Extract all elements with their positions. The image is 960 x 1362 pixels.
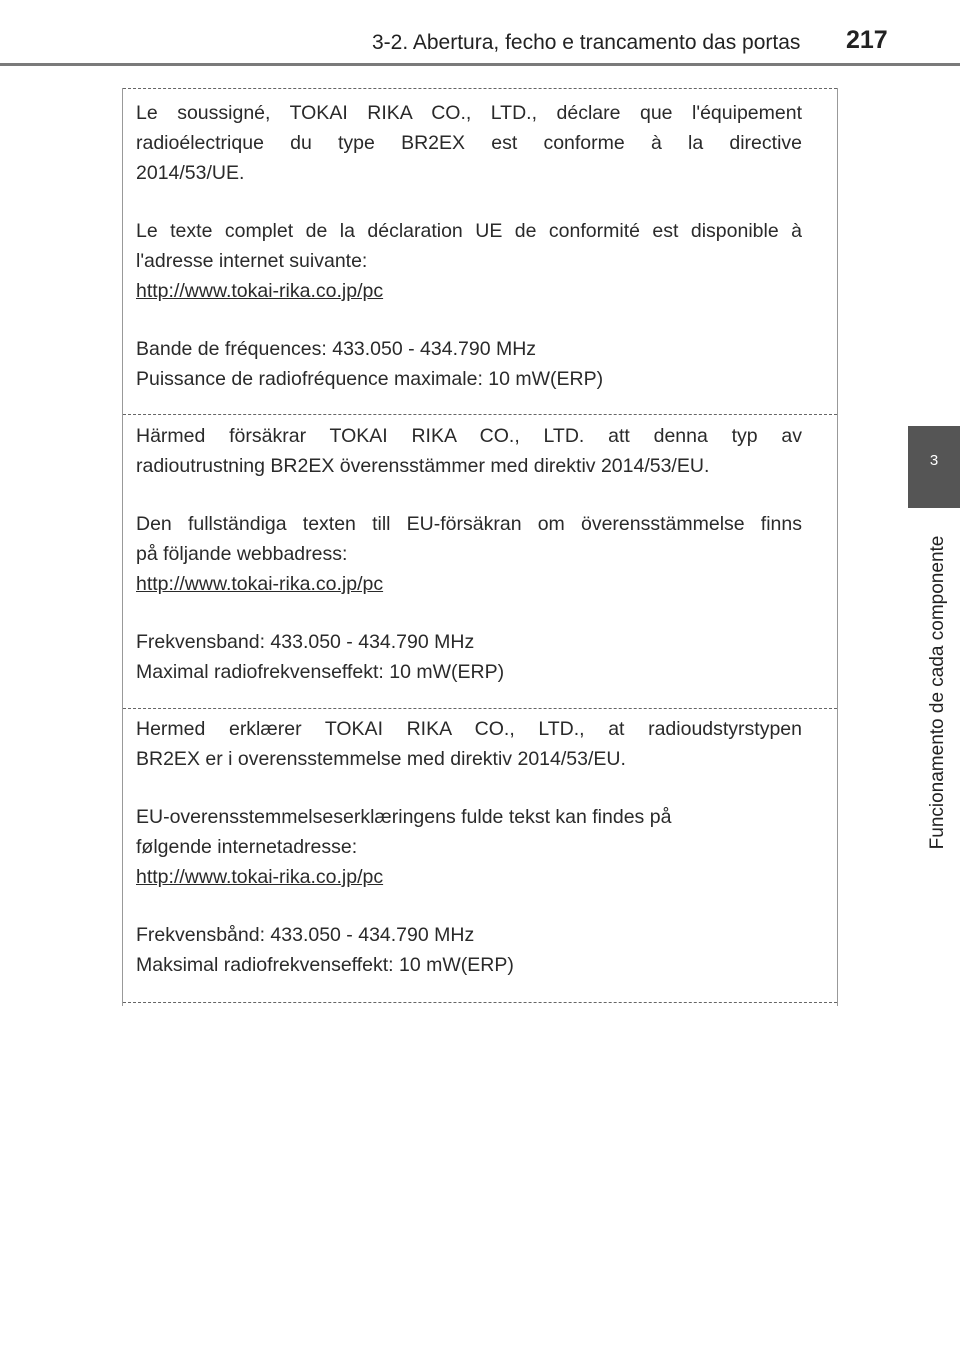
decl-line: Hermed erklærer TOKAI RIKA CO., LTD., at radioudstyrstypen xyxy=(136,718,802,740)
chapter-number: 3 xyxy=(929,452,939,469)
url-link[interactable]: http://www.tokai-rika.co.jp/pc xyxy=(136,280,384,302)
section-divider-2 xyxy=(123,708,837,709)
page-number: 217 xyxy=(846,26,888,54)
declaration-danish xyxy=(136,714,802,980)
chapter-tab xyxy=(908,426,960,508)
decl-line: på följande webbadress: xyxy=(136,543,348,565)
max-power: Puissance de radiofréquence maximale: 10 mW(ERP) xyxy=(136,368,604,390)
max-power: Maksimal radiofrekvenseffekt: 10 mW(ERP) xyxy=(136,954,514,976)
declaration-box xyxy=(122,88,838,1006)
chapter-label-text: Funcionamento de cada componente xyxy=(927,535,948,850)
decl-line: Le texte complet de la déclaration UE de conformité est disponible à xyxy=(136,220,802,242)
declaration-french xyxy=(136,98,802,394)
url-link[interactable]: http://www.tokai-rika.co.jp/pc xyxy=(136,573,384,595)
declaration-swedish xyxy=(136,421,802,687)
decl-line: BR2EX er i overensstemmelse med direktiv 2014/53/EU. xyxy=(136,748,626,770)
url-link[interactable]: http://www.tokai-rika.co.jp/pc xyxy=(136,866,384,888)
decl-line: følgende internetadresse: xyxy=(136,836,358,858)
section-divider-1 xyxy=(123,414,837,415)
decl-line: Den fullständiga texten till EU-försäkran om överensstämmelse finns xyxy=(136,513,802,535)
page-header xyxy=(0,0,960,66)
chapter-label xyxy=(919,520,949,865)
section-title: 3-2. Abertura, fecho e trancamento das portas xyxy=(372,31,801,54)
decl-line: EU-overensstemmelseserklæringens fulde tekst kan findes på xyxy=(136,806,672,828)
decl-line: Härmed försäkrar TOKAI RIKA CO., LTD. att denna typ av xyxy=(136,425,802,447)
decl-line: radioutrustning BR2EX överensstämmer med direktiv 2014/53/EU. xyxy=(136,455,710,477)
box-top-rule xyxy=(123,88,837,89)
decl-line: 2014/53/UE. xyxy=(136,162,245,184)
decl-line: Le soussigné, TOKAI RIKA CO., LTD., déclare que l'équipement xyxy=(136,102,802,124)
decl-line: radioélectrique du type BR2EX est conforme à la directive xyxy=(136,132,802,154)
frequency-band: Frekvensbånd: 433.050 - 434.790 MHz xyxy=(136,924,475,946)
box-bottom-rule xyxy=(123,1002,837,1003)
max-power: Maximal radiofrekvenseffekt: 10 mW(ERP) xyxy=(136,661,505,683)
frequency-band: Bande de fréquences: 433.050 - 434.790 MHz xyxy=(136,338,537,360)
header-rule xyxy=(0,63,960,66)
frequency-band: Frekvensband: 433.050 - 434.790 MHz xyxy=(136,631,475,653)
decl-line: l'adresse internet suivante: xyxy=(136,250,368,272)
